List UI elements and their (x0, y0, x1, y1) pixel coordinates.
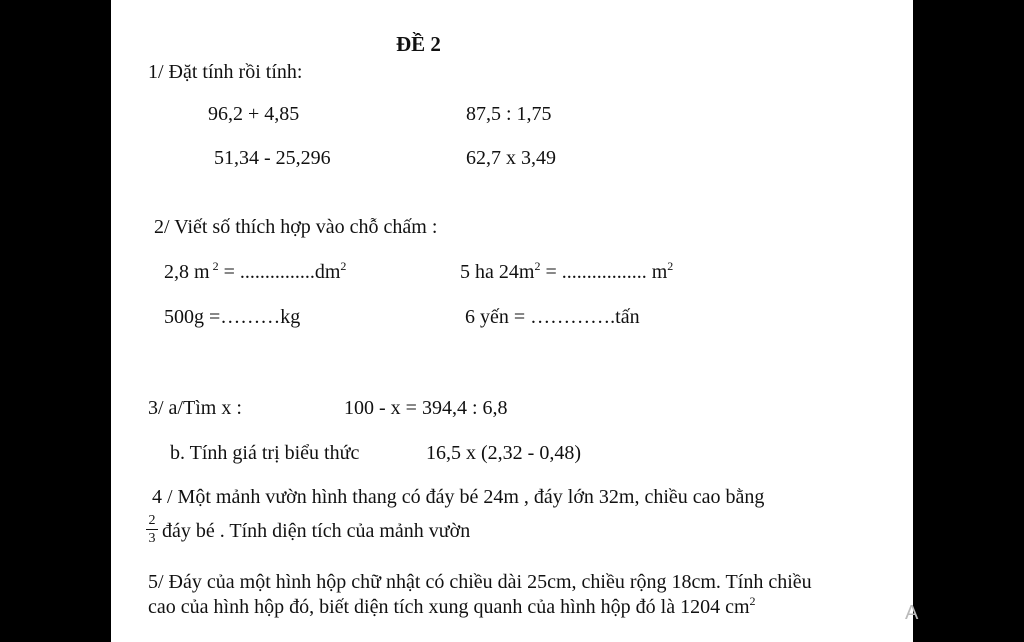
q3-b-expr: 16,5 x (2,32 - 0,48) (426, 442, 581, 464)
q2-row1-right (460, 260, 673, 284)
q5-line2-text: cao của hình hộp đó, biết diện tích xung quanh của hình hộp đó là 1204 cm (148, 596, 750, 618)
q4-fraction-denominator: 3 (148, 531, 156, 546)
q4-fraction-numerator: 2 (146, 513, 158, 530)
q2-row1-left-text-b: = ...............dm (218, 261, 341, 283)
q3-b-label: b. Tính giá trị biểu thức (170, 442, 360, 464)
q1-item: 62,7 x 3,49 (466, 147, 556, 169)
q2-row1-left (164, 260, 346, 284)
q2-row1-right-sup2: 2 (667, 259, 674, 273)
q2-heading: 2/ Viết số thích hợp vào chỗ chấm : (154, 216, 438, 238)
q2-row1-left-sup: 2 (212, 259, 219, 273)
q2-row2-left: 500g =………kg (164, 306, 301, 328)
q1-item: 87,5 : 1,75 (466, 103, 552, 125)
q1-heading: 1/ Đặt tính rồi tính: (148, 61, 303, 83)
q2-row1-right-sup: 2 (534, 259, 541, 273)
q4-line2: đáy bé . Tính diện tích của mảnh vườn (162, 520, 471, 542)
q2-row2-right: 6 yến = ………….tấn (465, 306, 640, 328)
exam-title: ĐỀ 2 (396, 32, 441, 56)
q5-line2-sup: 2 (749, 594, 756, 608)
q5-line1: 5/ Đáy của một hình hộp chữ nhật có chiều dài 25cm, chiều rộng 18cm. Tính chiều (148, 571, 812, 593)
q1-item: 51,34 - 25,296 (214, 147, 331, 169)
q2-row1-right-text: 5 ha 24m (460, 261, 535, 283)
q1-item: 96,2 + 4,85 (208, 103, 300, 125)
q2-row1-left-sup2: 2 (340, 259, 347, 273)
q3-a-label: 3/ a/Tìm x : (148, 397, 242, 419)
q4-fraction (146, 513, 158, 546)
q5-line2 (148, 595, 756, 619)
q2-row1-left-text: 2,8 m (164, 261, 210, 283)
watermark: A (905, 602, 919, 624)
q2-row1-right-text-b: = ................. m (540, 261, 668, 283)
q4-line1: 4 / Một mảnh vườn hình thang có đáy bé 24m , đáy lớn 32m, chiều cao bằng (152, 486, 765, 508)
q3-a-expr: 100 - x = 394,4 : 6,8 (344, 397, 508, 419)
